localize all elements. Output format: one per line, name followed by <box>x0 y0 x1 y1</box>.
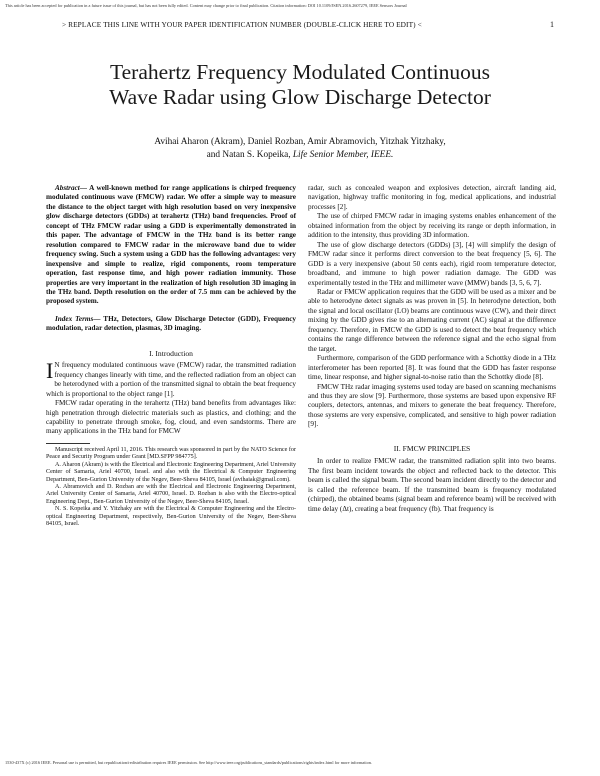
right-paragraph-6: FMCW THz radar imaging systems used today are based on scanning mechanisms and thus they are slow [9]. Furthermore, those systems are based upon expensive RF couplers, detectors, antennas, and mixers to generate the beat frequency. Therefore, those systems are very expensive, complicated, and sensitive to high power radiation [9]. <box>308 382 556 429</box>
authors-line-1: Avihai Aharon (Akram), Daniel Rozban, Amir Abramovich, Yitzhak Yitzhaky, <box>154 137 446 147</box>
footnote-kopeika-yitzhaky: N. S. Kopeika and Y. Yitzhaky are with the Electrical & Computer Engineering and the Electro-optical Engineering Department, respectively, Ben-Gurion University of the Negev, Beer-Sheva 84105, Israel. <box>46 506 296 527</box>
intro-paragraph-1 <box>46 358 296 399</box>
journal-notice: This article has been accepted for publication in a future issue of this journal, but has not been fully edited. Content may change prior to final publication. Citation information: DOI 10.1109/JSEN.2016.2607279, IEEE Sensors Journal <box>5 3 407 8</box>
paper-title <box>40 60 560 110</box>
index-terms-text: — THz, Detectors, Glow Discharge Detector (GDD), Frequency modulation, radar detection, plasmas, 3D imaging. <box>46 314 296 333</box>
abstract-text: — A well-known method for range applications is chirped frequency modulated continuous wave (FMCW) radar. We offer a simple way to measure the distance to the object target with high resolution based on very inexpensive glow discharge detectors (GDDs) at terahertz (THz) band frequencies. Proof of concept of THz FMCW radar using a GDD is experimentally demonstrated in this paper. The advantage of FMCW in the THz band is its better range resolution compared to FMCW radar in the microwave band due to wider frequency swing. Such a system using a GDD has the following advantages: very inexpensive and simple to realize, rigid components, room temperature operation, fast response time, and high power radiation immunity. Those properties are very important in the realization of high resolution 3D imaging in the THz band. Depth resolution on the order of 7.5 mm can be achieved by the proposed system. <box>46 184 296 306</box>
footnotes <box>46 443 296 528</box>
footnote-abramovich-rozban: A. Abramovich and D. Rozban are with the Electrical and Electronic Engineering Department, Ariel University Center of Samaria, Ariel 40700, Israel. D. Rozban is also with the Electro-optical Engineering Dept., Ben-Gurion University of the Negev, Beer-Sheva 84105, Israel. <box>46 483 296 505</box>
title-line-2: Wave Radar using Glow Discharge Detector <box>109 85 491 109</box>
footnote-manuscript: Manuscript received April 11, 2016. This research was sponsored in part by the NATO Science for Peace and Security Program under Grant [MD.SFPP 984775]. <box>46 446 296 461</box>
left-column <box>46 184 296 528</box>
abstract-label: Abstract <box>55 184 80 192</box>
section-heading-fmcw-principles: II. FMCW PRINCIPLES <box>393 443 471 453</box>
right-paragraph-4: Radar or FMCW application requires that the GDD will be used as a mixer and be able to heterodyne detect signals as was proven in [5]. In heterodyne detection, both the signal and local oscillator (LO) beams are continuous wave (CW), and their direct mixing by the GDD gives rise to an alternating current (AC) signal at the difference frequency. Therefore, in FMCW the GDD is used to detect the beat frequency which contains the range difference between the reference signal and the echo signal from the target. <box>308 287 556 353</box>
section-heading-introduction: I. Introduction <box>149 348 193 358</box>
right-column <box>308 184 556 514</box>
right-paragraph-2: The use of chirped FMCW radar in imaging systems enables enhancement of the obtained information from the object by receiving its range or depth information, in addition to the intensity, thus providing 3D information. <box>308 212 556 240</box>
footnote-rule <box>46 443 90 444</box>
drop-cap: I <box>46 358 54 384</box>
intro-paragraph-1-text: N frequency modulated continuous wave (FMCW) radar, the transmitted radiation frequency changes linearly with time, and the reflected radiation from an object can be heterodyned with a portion of the transmitted signal to obtain the beat frequency which is proportional to the object range [1]. <box>46 361 296 398</box>
intro-paragraph-2: FMCW radar operating in the terahertz (THz) band benefits from advantages like: high penetration through dielectric materials such as plastics, and clothing; and the capability to penetrate through smoke, fog, cloud, and even sandstorms. There are many applications in the THz band for FMCW <box>46 399 296 436</box>
right-paragraph-7: In order to realize FMCW radar, the transmitted radiation split into two beams. The first beam incident towards the object and reflected back to the detector. This beam is called the signal beam. The second beam incident directly to the detector and is called the reference beam. If the transmitted beam is frequency modulated (chirped), the obtained beams (signal beam and reference beam) will be received with time delay (Δt), creating a beat frequency (fb). That frequency is <box>308 457 556 513</box>
right-paragraph-5: Furthermore, comparison of the GDD performance with a Schottky diode in a THz interferometer has been reported [8]. It was found that the GDD has faster response time, linear response, and higher signal-to-noise ratio than the Schottky diode [8]. <box>308 354 556 382</box>
footnote-aharon: A. Aharon (Akram) is with the Electrical and Electronic Engineering Department, Ariel University Center of Samaria, Ariel 40700, Israel. and also with the Electrical & Computer Engineering Department, Ben-Gurion University of the Negev, Beer-Sheva 84105, Israel (avihaiak@gmail.com). <box>46 461 296 483</box>
index-terms-label: Index Terms <box>55 314 94 323</box>
authors-names-2: and Natan S. Kopeika, <box>206 149 293 160</box>
copyright-notice: 1530-437X (c) 2016 IEEE. Personal use is permitted, but republication/redistribution requires IEEE permission. See http://www.ieee.org/publications_standards/publications/rights/index.html for more information. <box>5 760 372 765</box>
paper-id-header[interactable]: > REPLACE THIS LINE WITH YOUR PAPER IDENTIFICATION NUMBER (DOUBLE-CLICK HERE TO EDIT) < <box>62 20 422 29</box>
author-role: Life Senior Member, IEEE. <box>292 149 394 160</box>
abstract <box>46 184 296 307</box>
index-terms <box>46 315 296 334</box>
page-number: 1 <box>550 20 554 29</box>
title-line-1: Terahertz Frequency Modulated Continuous <box>109 60 491 84</box>
right-paragraph-1: radar, such as concealed weapon and explosives detection, aircraft landing aid, navigation, highway traffic monitoring in fog, medical applications, and industrial processes [2]. <box>308 184 556 211</box>
author-list <box>60 136 540 161</box>
right-paragraph-3: The use of glow discharge detectors (GDDs) [3], [4] will simplify the design of FMCW radar since it performs direct conversion to the beat frequency [5, 6]. The GDD is a very inexpensive (about 50 cents each), rigid room temperature detector, broadband, and immune to high power radiation damage. The GDD was experimentally tested in the THz and millimeter wave (MMW) bands [3, 5, 6, 7]. <box>308 240 556 287</box>
authors-line-2 <box>60 149 540 162</box>
